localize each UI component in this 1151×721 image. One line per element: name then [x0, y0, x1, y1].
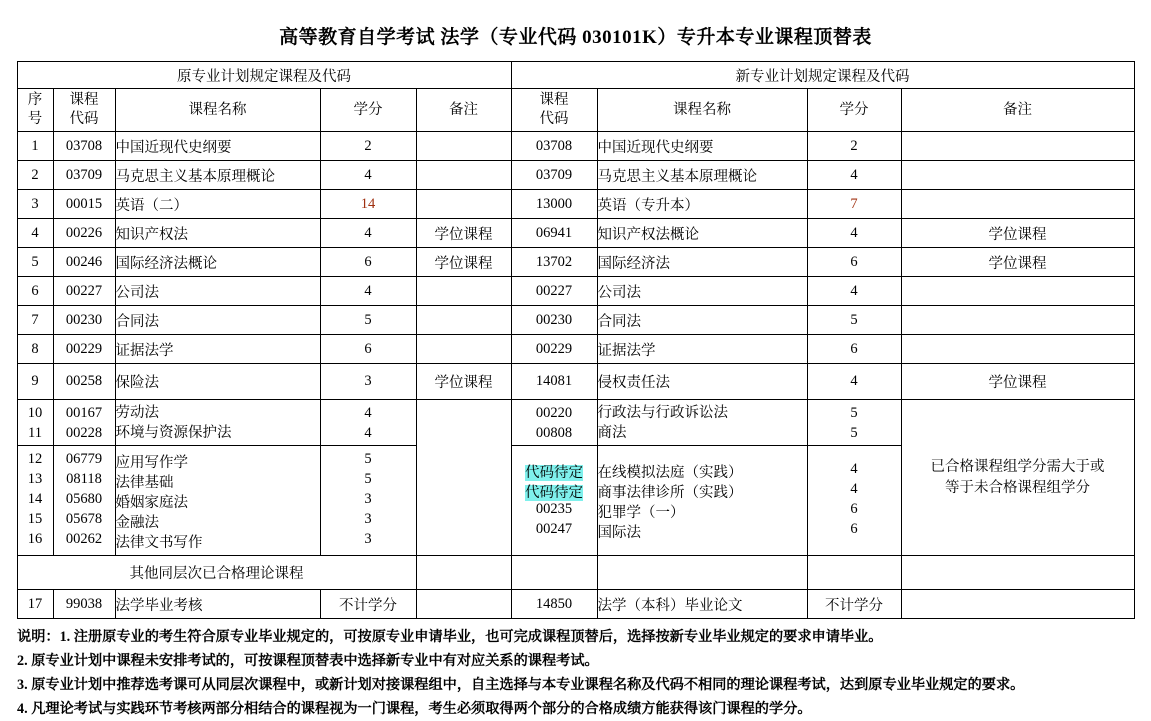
table-row [17, 161, 1134, 190]
col-new-credit: 学分 [807, 89, 901, 132]
cell-seq: 7 [17, 306, 53, 335]
cell-new-code: 00247 [535, 520, 573, 537]
cell-seq: 9 [17, 364, 53, 400]
cell-seq-group [17, 400, 53, 446]
cell-seq: 13 [27, 470, 43, 487]
cell-old-credit-group [320, 400, 416, 446]
cell-old-remark: 学位课程 [416, 219, 511, 248]
cell-new-code-group [511, 446, 597, 556]
cell-old-code-group [53, 446, 115, 556]
cell-new-name: 公司法 [597, 277, 807, 306]
cell-new-credit: 4 [807, 277, 901, 306]
cell-new-credit: 4 [850, 480, 858, 497]
cell-old-code: 00228 [65, 424, 103, 441]
cell-old-name: 法律基础 [115, 474, 174, 491]
cell-old-name: 法学毕业考核 [115, 590, 320, 619]
cell-old-name: 劳动法 [115, 404, 159, 421]
table-row [17, 335, 1134, 364]
cell-old-code: 00230 [53, 306, 115, 335]
table-row [17, 364, 1134, 400]
col-seq: 序 号 [17, 89, 53, 132]
cell-old-code: 00246 [53, 248, 115, 277]
cell-seq: 6 [17, 277, 53, 306]
cell-old-remark [416, 277, 511, 306]
cell-old-code: 03708 [53, 132, 115, 161]
cell-other-courses: 其他同层次已合格理论课程 [17, 556, 416, 590]
note-item: 说明：1. 注册原专业的考生符合原专业毕业规定的，可按原专业申请毕业，也可完成课程顶替后，选择按新专业毕业规定的要求申请毕业。 [17, 629, 883, 645]
cell-old-name: 马克思主义基本原理概论 [115, 161, 320, 190]
col-old-name: 课程名称 [115, 89, 320, 132]
cell-old-code: 06779 [65, 450, 103, 467]
cell-new-code [511, 556, 597, 590]
cell-new-name-group [597, 446, 807, 556]
cell-new-code: 00230 [511, 306, 597, 335]
cell-new-remark [901, 335, 1134, 364]
cell-old-code: 00262 [65, 530, 103, 547]
cell-new-code: 00235 [535, 500, 573, 517]
cell-seq: 14 [27, 490, 43, 507]
cell-seq: 1 [17, 132, 53, 161]
cell-new-code: 14850 [511, 590, 597, 619]
cell-new-name: 英语（专升本） [597, 190, 807, 219]
cell-new-code: 14081 [511, 364, 597, 400]
cell-new-name: 行政法与行政诉讼法 [597, 404, 728, 421]
cell-new-name: 侵权责任法 [597, 364, 807, 400]
cell-new-credit: 6 [807, 335, 901, 364]
cell-new-name [597, 556, 807, 590]
col-old-credit: 学分 [320, 89, 416, 132]
cell-new-credit: 4 [850, 460, 858, 477]
cell-new-remark [901, 556, 1134, 590]
cell-new-credit: 5 [850, 424, 858, 441]
cell-old-credit: 14 [320, 190, 416, 219]
cell-new-name: 合同法 [597, 306, 807, 335]
cell-new-code: 00227 [511, 277, 597, 306]
cell-old-credit: 5 [320, 306, 416, 335]
cell-new-credit: 6 [807, 248, 901, 277]
cell-old-name: 国际经济法概论 [115, 248, 320, 277]
cell-old-remark [416, 132, 511, 161]
cell-old-name: 合同法 [115, 306, 320, 335]
cell-old-remark [416, 556, 511, 590]
cell-new-credit [807, 556, 901, 590]
cell-seq: 8 [17, 335, 53, 364]
cell-old-credit: 4 [320, 277, 416, 306]
cell-new-name: 在线模拟法庭（实践） [597, 464, 743, 481]
group-header-new: 新专业计划规定课程及代码 [511, 62, 1134, 89]
col-old-code: 课程 代码 [53, 89, 115, 132]
cell-new-credit-group [807, 446, 901, 556]
cell-new-credit: 6 [850, 520, 858, 537]
cell-new-name: 法学（本科）毕业论文 [597, 590, 807, 619]
table-row [17, 190, 1134, 219]
cell-new-name: 犯罪学（一） [597, 504, 685, 521]
cell-seq: 4 [17, 219, 53, 248]
cell-new-code-group [511, 400, 597, 446]
cell-new-credit: 4 [807, 364, 901, 400]
cell-new-remark: 学位课程 [901, 219, 1134, 248]
cell-old-code: 00226 [53, 219, 115, 248]
page-title: 高等教育自学考试 法学（专业代码 030101K）专升本专业课程顶替表 [279, 27, 872, 48]
cell-new-credit: 4 [807, 161, 901, 190]
col-new-remark: 备注 [901, 89, 1134, 132]
cell-seq: 17 [17, 590, 53, 619]
cell-new-code: 00808 [535, 424, 573, 441]
cell-new-name: 国际经济法 [597, 248, 807, 277]
note-item: 3. 原专业计划中推荐选考课可从同层次课程中，或新计划对接课程组中，自主选择与本专业课程名称及代码不相同的理论课程考试，达到原专业毕业规定的要求。 [17, 677, 1025, 693]
cell-new-credit: 2 [807, 132, 901, 161]
cell-old-credit: 4 [364, 424, 372, 441]
col-old-remark: 备注 [416, 89, 511, 132]
cell-new-name-group [597, 400, 807, 446]
cell-old-credit: 4 [364, 404, 372, 421]
cell-new-credit-group [807, 400, 901, 446]
table-row [17, 277, 1134, 306]
cell-seq: 12 [27, 450, 43, 467]
cell-old-name: 保险法 [115, 364, 320, 400]
cell-new-remark: 学位课程 [901, 248, 1134, 277]
cell-old-credit: 2 [320, 132, 416, 161]
cell-old-name-group [115, 400, 320, 446]
group-header-row [17, 62, 1134, 89]
cell-old-credit: 4 [320, 219, 416, 248]
cell-seq: 3 [17, 190, 53, 219]
cell-old-credit: 6 [320, 335, 416, 364]
note-item: 4. 凡理论考试与实践环节考核两部分相结合的课程视为一门课程，考生必须取得两个部分的合格成绩方能获得该门课程的学分。 [17, 701, 812, 717]
cell-seq: 16 [27, 530, 43, 547]
cell-seq: 15 [27, 510, 43, 527]
table-row [17, 590, 1134, 619]
cell-old-code: 08118 [66, 470, 102, 487]
table-row-other [17, 556, 1134, 590]
cell-new-name: 国际法 [597, 524, 641, 541]
cell-group-remark: 已合格课程组学分需大于或等于未合格课程组学分 [901, 400, 1134, 556]
cell-old-remark-group [416, 400, 511, 556]
cell-old-remark: 学位课程 [416, 248, 511, 277]
cell-new-code: 03708 [511, 132, 597, 161]
table-row-group [17, 400, 1134, 446]
table-row [17, 248, 1134, 277]
cell-new-remark [901, 306, 1134, 335]
cell-new-remark [901, 190, 1134, 219]
cell-old-code: 00227 [53, 277, 115, 306]
cell-seq-group [17, 446, 53, 556]
cell-new-code-pending: 代码待定 [525, 464, 583, 481]
cell-new-credit: 7 [807, 190, 901, 219]
cell-new-credit: 6 [850, 500, 858, 517]
cell-new-name: 知识产权法概论 [597, 219, 807, 248]
cell-new-name: 马克思主义基本原理概论 [597, 161, 807, 190]
cell-new-credit: 5 [807, 306, 901, 335]
cell-new-remark [901, 132, 1134, 161]
cell-old-remark [416, 335, 511, 364]
cell-old-code: 99038 [53, 590, 115, 619]
group-header-old: 原专业计划规定课程及代码 [17, 62, 511, 89]
cell-old-credit: 3 [364, 530, 372, 547]
cell-old-name: 环境与资源保护法 [115, 424, 232, 441]
cell-new-name: 证据法学 [597, 335, 807, 364]
cell-seq: 10 [27, 404, 43, 421]
cell-new-code: 13702 [511, 248, 597, 277]
course-replacement-table [17, 61, 1135, 619]
cell-old-name-group [115, 446, 320, 556]
cell-old-remark [416, 590, 511, 619]
cell-new-remark [901, 161, 1134, 190]
cell-old-name: 应用写作学 [115, 454, 188, 471]
cell-old-name: 证据法学 [115, 335, 320, 364]
cell-new-code: 03709 [511, 161, 597, 190]
cell-old-name: 中国近现代史纲要 [115, 132, 320, 161]
cell-old-code: 05678 [65, 510, 103, 527]
cell-new-code: 00220 [535, 404, 573, 421]
cell-old-remark [416, 306, 511, 335]
table-row [17, 132, 1134, 161]
col-new-code: 课程 代码 [511, 89, 597, 132]
cell-old-name: 知识产权法 [115, 219, 320, 248]
cell-old-credit: 不计学分 [320, 590, 416, 619]
cell-old-code: 00167 [65, 404, 103, 421]
col-new-name: 课程名称 [597, 89, 807, 132]
note-item: 2. 原专业计划中课程未安排考试的，可按课程顶替表中选择新专业中有对应关系的课程考试。 [17, 653, 599, 669]
cell-new-code: 13000 [511, 190, 597, 219]
cell-old-code-group [53, 400, 115, 446]
cell-old-code: 03709 [53, 161, 115, 190]
table-row [17, 306, 1134, 335]
cell-old-name: 金融法 [115, 514, 159, 531]
cell-old-credit: 3 [320, 364, 416, 400]
cell-new-code: 06941 [511, 219, 597, 248]
cell-new-name: 中国近现代史纲要 [597, 132, 807, 161]
cell-old-remark: 学位课程 [416, 364, 511, 400]
cell-new-code-pending: 代码待定 [525, 484, 583, 501]
cell-old-credit: 5 [364, 450, 372, 467]
cell-old-credit: 6 [320, 248, 416, 277]
cell-old-credit: 3 [364, 510, 372, 527]
cell-old-credit: 4 [320, 161, 416, 190]
table-row [17, 219, 1134, 248]
cell-new-credit: 不计学分 [807, 590, 901, 619]
cell-old-code: 00015 [53, 190, 115, 219]
cell-new-remark [901, 590, 1134, 619]
cell-new-code: 00229 [511, 335, 597, 364]
cell-seq: 11 [28, 424, 42, 441]
cell-new-credit: 4 [807, 219, 901, 248]
cell-old-remark [416, 161, 511, 190]
cell-old-credit: 5 [364, 470, 372, 487]
cell-old-name: 法律文书写作 [115, 534, 203, 551]
cell-new-credit: 5 [850, 404, 858, 421]
notes-section [17, 625, 1134, 721]
cell-new-remark [901, 277, 1134, 306]
cell-old-remark [416, 190, 511, 219]
column-header-row [17, 89, 1134, 132]
cell-old-code: 00258 [53, 364, 115, 400]
cell-old-credit-group [320, 446, 416, 556]
cell-old-code: 05680 [65, 490, 103, 507]
cell-new-remark: 学位课程 [901, 364, 1134, 400]
cell-old-credit: 3 [364, 490, 372, 507]
cell-old-name: 英语（二） [115, 190, 320, 219]
cell-old-code: 00229 [53, 335, 115, 364]
cell-new-name: 商事法律诊所（实践） [597, 484, 743, 501]
cell-new-name: 商法 [597, 424, 627, 441]
cell-seq: 2 [17, 161, 53, 190]
cell-old-name: 婚姻家庭法 [115, 494, 188, 511]
cell-old-name: 公司法 [115, 277, 320, 306]
cell-seq: 5 [17, 248, 53, 277]
